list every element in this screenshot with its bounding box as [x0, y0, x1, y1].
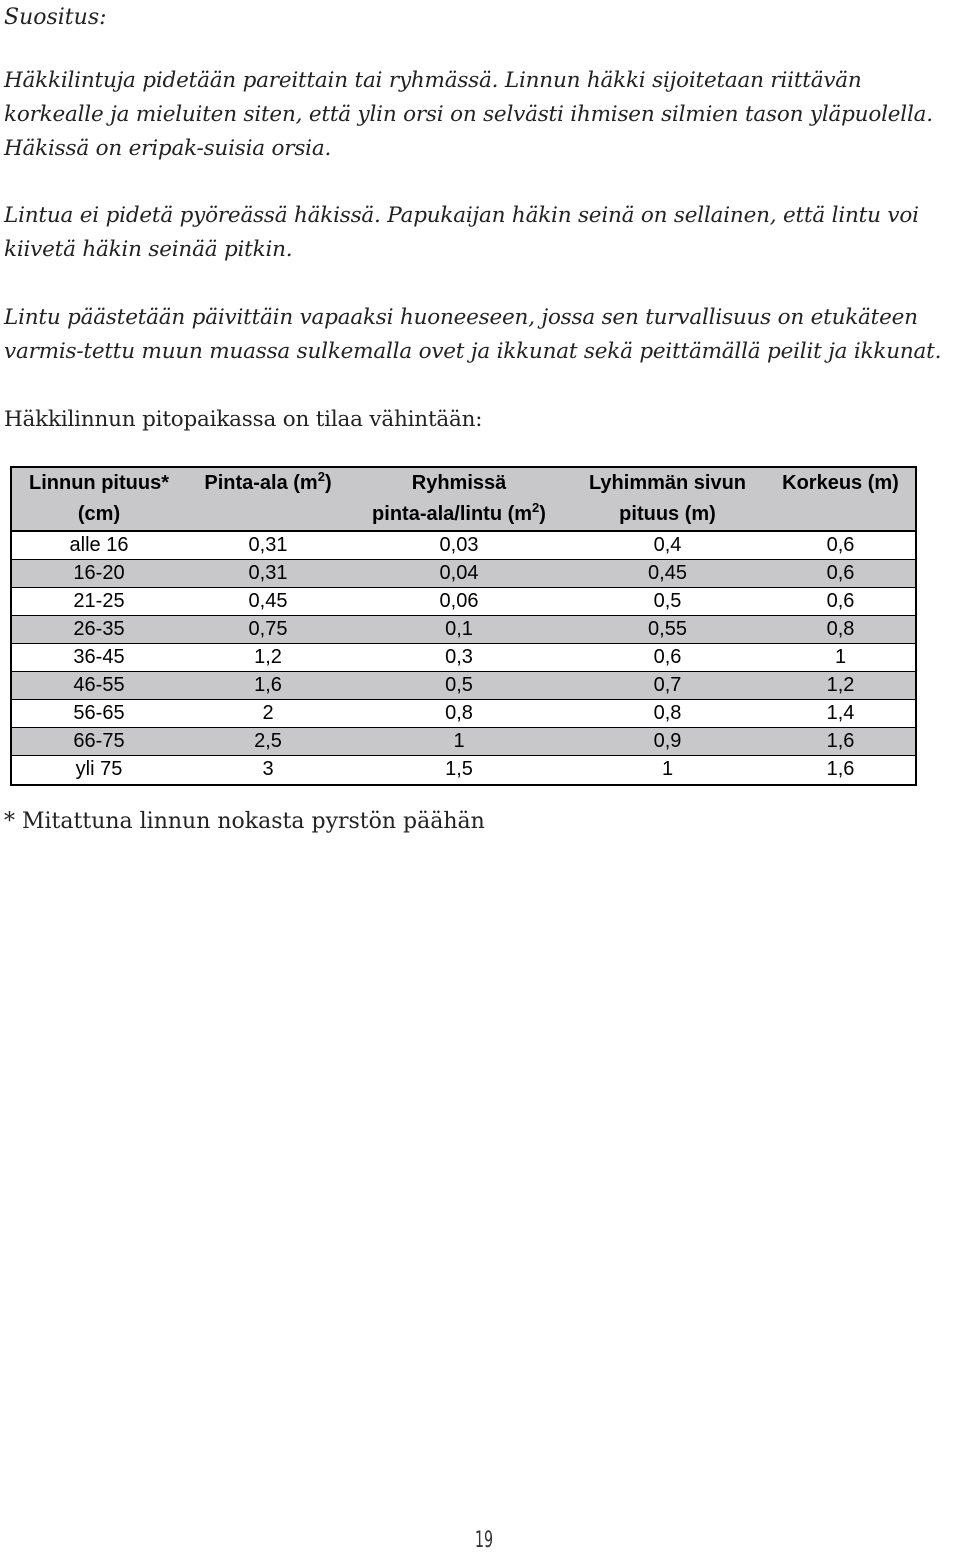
table-row	[10, 756, 916, 784]
header-bird-length: Linnun pituus*	[10, 466, 188, 499]
cell-area: 0,31	[188, 531, 348, 560]
cell-area: 0,31	[188, 560, 348, 588]
header-area-label: Pinta-ala (m	[204, 472, 318, 494]
paragraph-pairs-or-groups: Häkkilintuja pidetään pareittain tai ryhmässä. Linnun häkki sijoitetaan riittävän korkealle ja mieluiten siten, että ylin orsi on selvästi ihmisen silmien tason yläpuolella. Häkissä on eripak-suisia orsia.	[4, 68, 933, 161]
cell-height: 0,6	[765, 588, 916, 616]
table-row	[10, 644, 916, 672]
paragraph-free-flight: Lintu päästetään päivittäin vapaaksi huoneeseen, jossa sen turvallisuus on etukäteen varmis-tettu muun muassa sulkemalla ovet ja ikkunat sekä peittämällä peilit ja ikkunat.	[4, 305, 942, 364]
cell-height: 1,6	[765, 728, 916, 756]
cell-area-per-bird: 0,06	[348, 588, 570, 616]
table-row	[10, 728, 916, 756]
header-height-empty	[765, 499, 916, 531]
header-area-close: )	[324, 472, 332, 494]
cell-length: 46-55	[10, 672, 188, 700]
cell-shortest-side: 0,55	[570, 616, 765, 644]
header-bird-length-unit: (cm)	[10, 499, 188, 531]
table-row	[10, 672, 916, 700]
cell-area-per-bird: 0,3	[348, 644, 570, 672]
cell-height: 1,6	[765, 756, 916, 784]
table-row	[10, 560, 916, 588]
space-requirements-table	[10, 466, 916, 783]
header-area-sup: 2	[317, 469, 325, 484]
table-row	[10, 531, 916, 560]
cell-height: 0,8	[765, 616, 916, 644]
cell-height: 0,6	[765, 560, 916, 588]
cell-height: 1,2	[765, 672, 916, 700]
cell-shortest-side: 0,45	[570, 560, 765, 588]
cell-area-per-bird: 0,03	[348, 531, 570, 560]
cell-shortest-side: 0,8	[570, 700, 765, 728]
cell-shortest-side: 0,5	[570, 588, 765, 616]
cell-area-per-bird: 0,1	[348, 616, 570, 644]
cell-area-per-bird: 1,5	[348, 756, 570, 784]
cell-length: yli 75	[10, 756, 188, 784]
paragraph-cage-shape: Lintua ei pidetä pyöreässä häkissä. Papukaijan häkin seinä on sellainen, että lintu voi kiivetä häkin seinää pitkin.	[4, 203, 919, 262]
cell-area: 1,2	[188, 644, 348, 672]
table-header-row-1	[10, 466, 916, 499]
table-row	[10, 700, 916, 728]
recommendation-heading: Suositus:	[4, 5, 107, 30]
table-header-row-2	[10, 499, 916, 531]
table-row	[10, 588, 916, 616]
header-area-per-bird-close: )	[539, 503, 546, 525]
page-number: 19	[474, 1528, 494, 1553]
cell-length: 56-65	[10, 700, 188, 728]
header-area	[188, 466, 348, 499]
header-shortest-side-unit: pituus (m)	[570, 499, 765, 531]
cell-area-per-bird: 0,8	[348, 700, 570, 728]
cell-shortest-side: 0,6	[570, 644, 765, 672]
cell-length: 66-75	[10, 728, 188, 756]
header-area-empty	[188, 499, 348, 531]
cell-area: 0,45	[188, 588, 348, 616]
cell-area: 3	[188, 756, 348, 784]
header-area-per-bird	[348, 499, 570, 531]
header-height: Korkeus (m)	[765, 466, 916, 499]
cell-length: 21-25	[10, 588, 188, 616]
cell-area-per-bird: 0,04	[348, 560, 570, 588]
header-area-per-bird-sup: 2	[532, 500, 540, 515]
cell-length: alle 16	[10, 531, 188, 560]
cell-height: 1,4	[765, 700, 916, 728]
cell-height: 1	[765, 644, 916, 672]
table-intro: Häkkilinnun pitopaikassa on tilaa vähintään:	[4, 407, 483, 432]
cell-area: 1,6	[188, 672, 348, 700]
cell-length: 26-35	[10, 616, 188, 644]
header-area-per-bird-label: pinta-ala/lintu (m	[372, 503, 533, 525]
header-in-groups: Ryhmissä	[348, 466, 570, 499]
space-requirements-table-container	[10, 466, 916, 783]
cell-height: 0,6	[765, 531, 916, 560]
cell-length: 16-20	[10, 560, 188, 588]
cell-shortest-side: 1	[570, 756, 765, 784]
cell-area-per-bird: 1	[348, 728, 570, 756]
cell-shortest-side: 0,4	[570, 531, 765, 560]
table-row	[10, 616, 916, 644]
cell-length: 36-45	[10, 644, 188, 672]
header-shortest-side: Lyhimmän sivun	[570, 466, 765, 499]
footnote: * Mitattuna linnun nokasta pyrstön päähän	[4, 809, 485, 834]
cell-shortest-side: 0,9	[570, 728, 765, 756]
cell-area: 2,5	[188, 728, 348, 756]
cell-shortest-side: 0,7	[570, 672, 765, 700]
cell-area: 2	[188, 700, 348, 728]
cell-area-per-bird: 0,5	[348, 672, 570, 700]
cell-area: 0,75	[188, 616, 348, 644]
